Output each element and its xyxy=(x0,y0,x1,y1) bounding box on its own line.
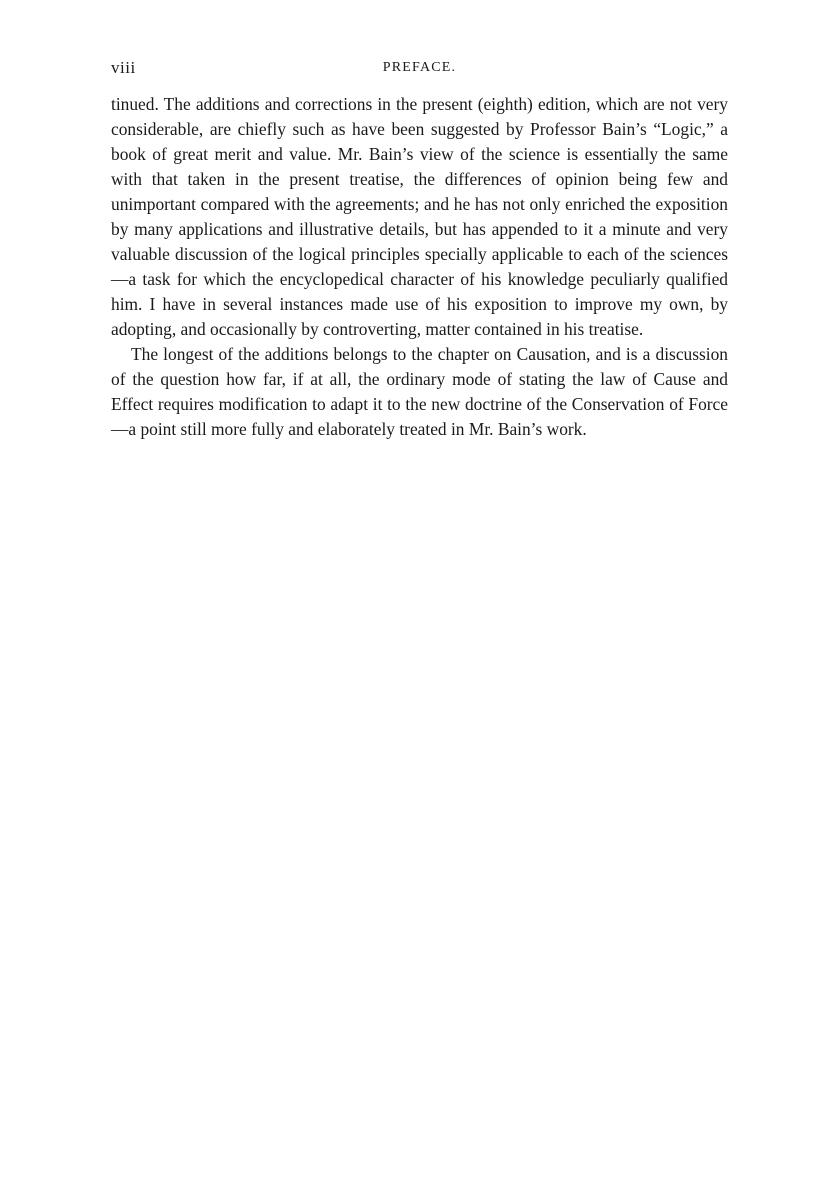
running-head xyxy=(111,58,728,82)
running-title: PREFACE. xyxy=(382,60,457,75)
page-number: viii xyxy=(111,58,136,77)
body-text xyxy=(111,92,728,442)
paragraph-causation: The longest of the additions belongs to the chapter on Causation, and is a discussion of the question how far, if at all, the ordinary mode of stating the law of Cause and Effect requires modification to adapt it to the new doctrine of the Conservation of Force—a point still more fully and elaborately treated in Mr. Bain’s work. xyxy=(111,344,728,439)
paragraph-continued: tinued. The additions and corrections in the present (eighth) edition, which are not very considerable, are chiefly such as have been suggested by Professor Bain’s “Logic,” a book of great merit and value. Mr. Bain’s view of the science is essentially the same with that taken in the present treatise, the differences of opinion being few and unimportant compared with the agreements; and he has not only enriched the exposition by many applications and illustrative details, but has appended to it a minute and very valuable discussion of the logical principles specially applicable to each of the sciences—a task for which the encyclopedical character of his knowledge peculiarly qualified him. I have in several instances made use of his exposition to improve my own, by adopting, and occasionally by controverting, matter contained in his treatise. xyxy=(111,94,728,339)
